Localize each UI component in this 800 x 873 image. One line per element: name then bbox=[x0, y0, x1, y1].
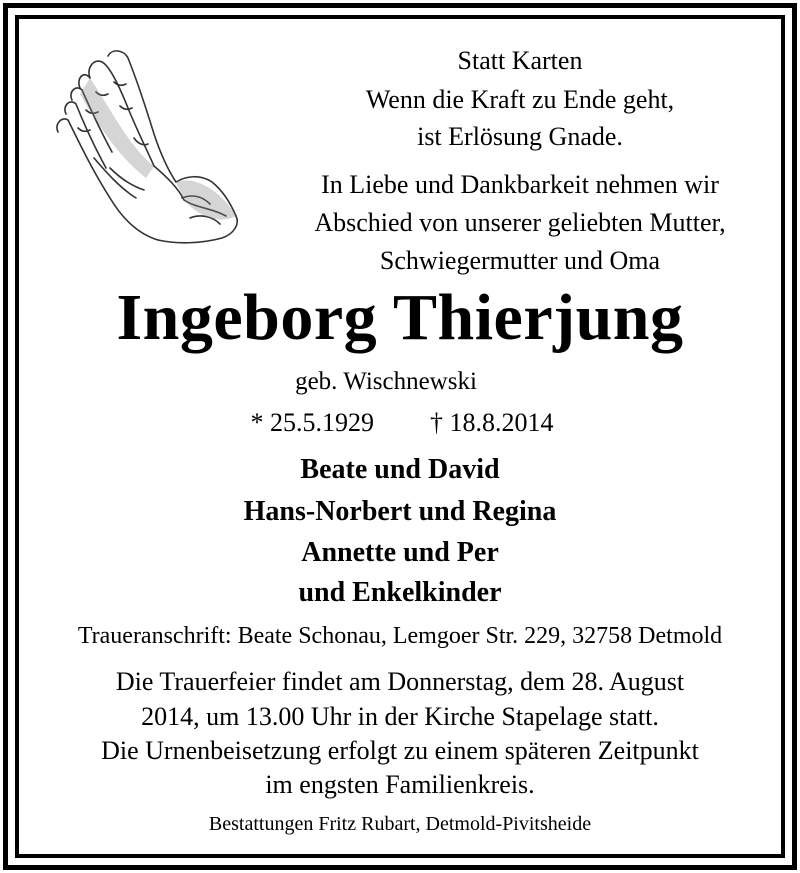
birth-date: * 25.5.1929 bbox=[250, 408, 374, 437]
statt-karten: Statt Karten bbox=[457, 46, 583, 75]
quote-line-1: Wenn die Kraft zu Ende geht, bbox=[365, 85, 675, 114]
ceremony-line-1: Die Trauerfeier findet am Donnerstag, dem 28. August bbox=[115, 667, 685, 696]
mourner-3: Annette und Per bbox=[301, 537, 499, 568]
life-dates bbox=[2, 410, 800, 436]
quote-line-2: ist Erlösung Gnade. bbox=[417, 122, 623, 151]
deceased-name: Ingeborg Thierjung bbox=[116, 281, 684, 354]
intro-line-2: Abschied von unserer geliebten Mutter, bbox=[314, 208, 726, 237]
mourner-2: Hans-Norbert und Regina bbox=[243, 496, 557, 527]
intro-line-3: Schwiegermutter und Oma bbox=[379, 246, 661, 275]
ceremony-line-2: 2014, um 13.00 Uhr in der Kirche Stapelage statt. bbox=[141, 702, 659, 731]
mourning-address: Traueranschrift: Beate Schonau, Lemgoer Str. 229, 32758 Detmold bbox=[77, 623, 723, 649]
intro-line-1: In Liebe und Dankbarkeit nehmen wir bbox=[321, 170, 719, 199]
ceremony-line-4: im engsten Familienkreis. bbox=[265, 770, 535, 799]
death-date: † 18.8.2014 bbox=[430, 408, 554, 437]
ceremony-line-3: Die Urnenbeisetzung erfolgt zu einem späteren Zeitpunkt bbox=[101, 736, 699, 765]
mourner-1: Beate und David bbox=[300, 454, 500, 485]
praying-hands-icon bbox=[50, 48, 245, 248]
mourner-4: und Enkelkinder bbox=[298, 577, 502, 608]
undertaker: Bestattungen Fritz Rubart, Detmold-Pivitsheide bbox=[208, 813, 592, 835]
birth-name: geb. Wischnewski bbox=[295, 368, 477, 395]
